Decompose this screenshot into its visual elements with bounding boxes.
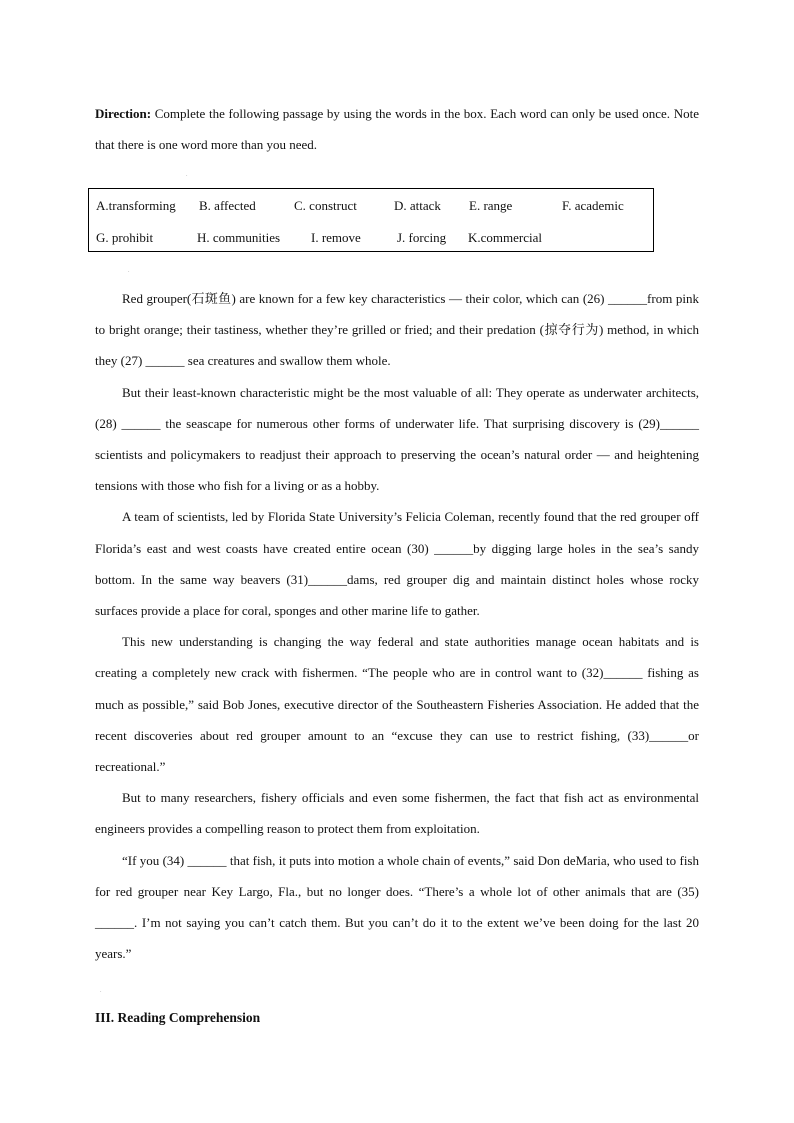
word-option: K.commercial bbox=[468, 230, 542, 245]
word-option: D. attack bbox=[394, 198, 441, 213]
direction-label: Direction: bbox=[95, 106, 152, 121]
passage bbox=[95, 283, 699, 969]
word-option: A.transforming bbox=[96, 198, 176, 213]
passage-paragraph: A team of scientists, led by Florida State University’s Felicia Coleman, recently found that the red grouper off Florida’s east and west coasts have created entire ocean (30) ______by digging large holes in the sea’s sandy bottom. In the same way beavers (31)______dams, red grouper dig and maintain distinct holes whose rocky surfaces provide a place for coral, sponges and other marine life to gather. bbox=[95, 509, 699, 619]
direction-block bbox=[95, 98, 699, 160]
word-option: F. academic bbox=[562, 198, 624, 213]
word-option: H. communities bbox=[197, 230, 281, 245]
word-option: I. remove bbox=[311, 230, 361, 245]
stray-mark: . bbox=[100, 988, 102, 994]
word-option: B. affected bbox=[199, 198, 256, 213]
passage-paragraph: “If you (34) ______ that fish, it puts into motion a whole chain of events,” said Don deMaria, who used to fish for red grouper near Key Largo, Fla., but no longer does. “There’s a whole lot of other animals that are (35) ______. I’m not saying you can’t catch them. But you can’t do it to the extent we’ve been doing for the last 20 years.” bbox=[95, 852, 699, 962]
direction-text: Complete the following passage by using the words in the box. Each word can only be used once. Note that there is one word more than you need. bbox=[95, 106, 699, 152]
section-heading: III. Reading Comprehension bbox=[95, 1010, 261, 1025]
passage-paragraph: Red grouper(石斑鱼) are known for a few key characteristics — their color, which can (26) ______from pink to bright orange; their tastiness, whether they’re grilled or fried; and their predation (掠夺行为) method, in which they (27) ______ sea creatures and swallow them whole. bbox=[95, 291, 699, 369]
passage-paragraph: But to many researchers, fishery officials and even some fishermen, the fact that fish act as environmental engineers provides a compelling reason to protect them from exploitation. bbox=[95, 790, 699, 837]
passage-paragraph: This new understanding is changing the way federal and state authorities manage ocean habitats and is creating a completely new crack with fishermen. “The people who are in control want to (32)______ fishing as much as possible,” said Bob Jones, executive director of the Southeastern Fisheries Association. He added that the recent discoveries about red grouper amount to an “excuse they can use to restrict fishing, (33)______or recreational.” bbox=[95, 634, 699, 775]
stray-mark: . bbox=[186, 172, 188, 178]
word-option: E. range bbox=[469, 198, 513, 213]
stray-mark: . bbox=[128, 268, 130, 274]
passage-paragraph: But their least-known characteristic might be the most valuable of all: They operate as underwater architects, (28) ______ the seascape for numerous other forms of underwater life. That surprising discovery is (29)______ scientists and policymakers to readjust their approach to preserving the ocean’s natural order — and heightening tensions with those who fish for a living or as a hobby. bbox=[95, 384, 699, 494]
word-option: C. construct bbox=[294, 198, 357, 213]
word-option: G. prohibit bbox=[96, 230, 154, 245]
word-box bbox=[88, 188, 654, 252]
word-option: J. forcing bbox=[397, 230, 447, 245]
direction-paragraph bbox=[95, 98, 699, 160]
